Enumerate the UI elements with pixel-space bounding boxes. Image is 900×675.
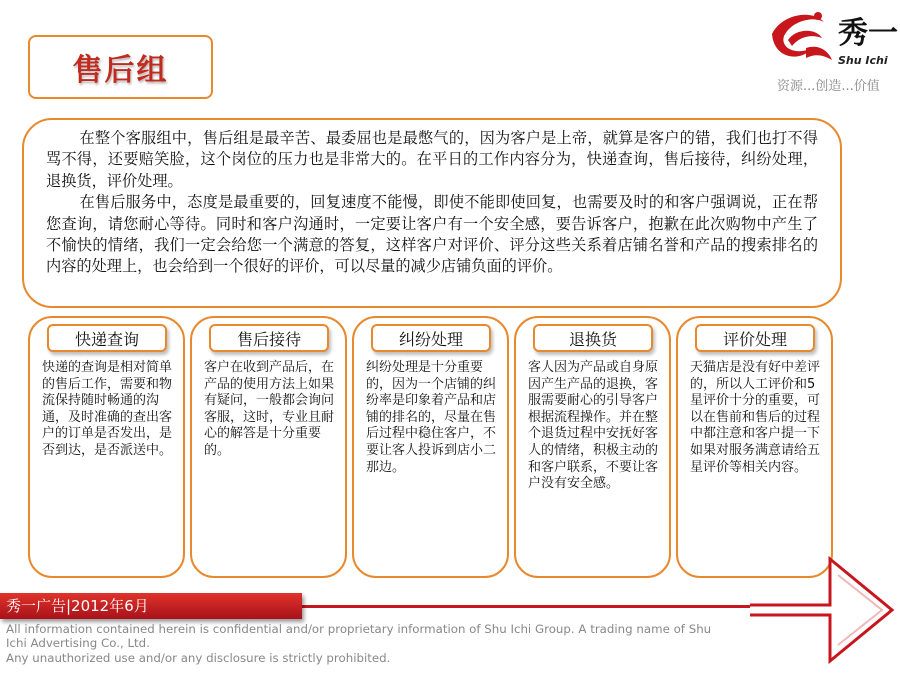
footer-label: 秀一广告|2012年6月 xyxy=(0,593,302,619)
card-title: 快递查询 xyxy=(47,324,167,352)
card-body: 客户在收到产品后，在产品的使用方法上如果有疑问，一般都会询问客服，这时，专业且耐心的解答是十分重要的。 xyxy=(204,360,335,458)
card-body: 天猫店是没有好中差评的，所以人工评价和5星评价十分的重要，可以在售前和售后的过程中都注意和客户提一下如果对服务满意请给五星评价等相关内容。 xyxy=(690,360,821,475)
disclaimer-line: All information contained herein is confidential and/or proprietary information of Shu Ichi Group. A trading name of Shu xyxy=(6,622,712,636)
card-body: 客人因为产品或自身原因产生产品的退换，客服需要耐心的引导客户根据流程操作。并在整个退货过程中安抚好客人的情绪，积极主动的和客户联系，不要让客户没有安全感。 xyxy=(528,360,659,492)
card-title: 纠纷处理 xyxy=(371,324,491,352)
title-tab xyxy=(28,35,213,99)
card-title: 售后接待 xyxy=(209,324,329,352)
intro-paragraph-1: 在整个客服组中，售后组是最辛苦、最委屈也是最憋气的，因为客户是上帝，就算是客户的错，我们也打不得骂不得，还要赔笑脸，这个岗位的压力也是非常大的。在平日的工作内容分为，快递查询，售后接待，纠纷处理，退换货，评价处理。 xyxy=(46,129,818,190)
logo-subtitle: Shu Ichi xyxy=(838,54,888,67)
card-review-handling xyxy=(676,316,833,578)
card-dispute-handling xyxy=(352,316,509,578)
slogan: 资源...创造...价值 xyxy=(777,79,880,94)
card-body: 纠纷处理是十分重要的，因为一个店铺的纠纷率是印象着产品和店铺的排名的，尽量在售后过程中稳住客户，不要让客人投诉到店小二那边。 xyxy=(366,360,497,475)
logo-wordmark: 秀一 xyxy=(838,16,898,51)
card-after-sales-reception xyxy=(190,316,347,578)
footer-divider xyxy=(302,605,750,608)
disclaimer-line: Any unauthorized use and/or any disclosure is strictly prohibited. xyxy=(6,650,391,665)
intro-paragraph-2: 在售后服务中，态度是最重要的，回复速度不能慢，即使不能即使回复，也需要及时的和客户强调说，正在帮您查询，请您耐心等待。同时和客户沟通时，一定要让客户有一个安全感，要告诉客户，抱歉在此次购物中产生了不愉快的情绪，我们一定会给您一个满意的答复，这样客户对评价、评分这些关系着店铺名誉和产品的搜索排名的内容的处理上，也会给到一个很好的评价，可以尽量的减少店铺负面的评价。 xyxy=(46,193,818,276)
disclaimer-line: Ichi Advertising Co., Ltd. xyxy=(6,636,150,651)
card-body: 快递的查询是相对简单的售后工作，需要和物流保持随时畅通的沟通，及时准确的查出客户的订单是否发出，是否到达，是否派送中。 xyxy=(42,360,173,458)
intro-box xyxy=(22,118,842,308)
card-title: 评价处理 xyxy=(695,324,815,352)
page-title: 售后组 xyxy=(72,53,169,88)
card-returns-exchanges xyxy=(514,316,671,578)
card-title: 退换货 xyxy=(533,324,653,352)
disclaimer xyxy=(6,622,746,665)
card-express-query xyxy=(28,316,185,578)
next-arrow-icon xyxy=(746,555,896,665)
